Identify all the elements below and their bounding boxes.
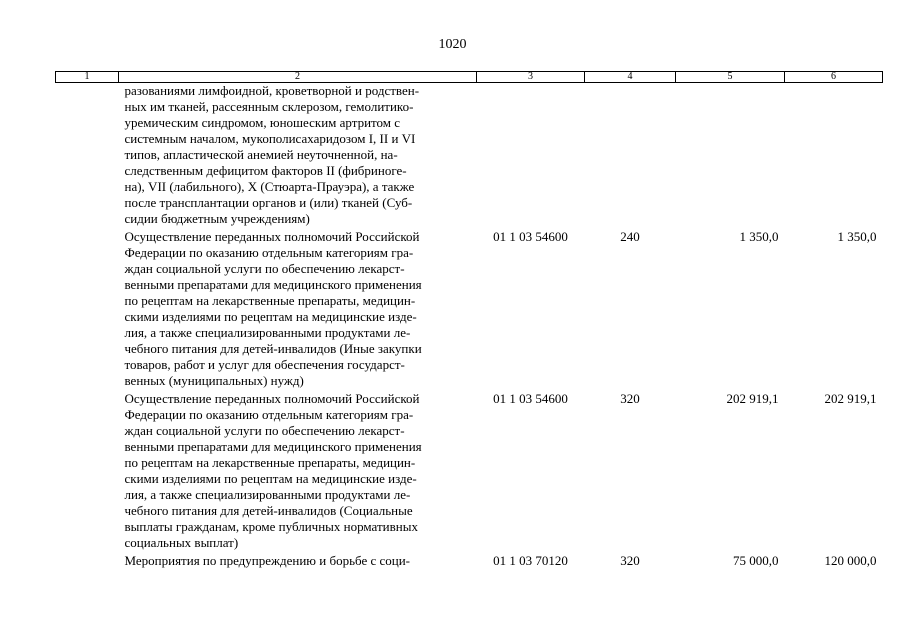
table-row bbox=[56, 83, 883, 230]
description-cell bbox=[119, 553, 477, 571]
expense-type-cell: 320 bbox=[620, 391, 640, 406]
amount-cell-1: 202 919,1 bbox=[726, 391, 779, 406]
amount-cell-2 bbox=[785, 83, 883, 230]
amount-cell-2: 1 350,0 bbox=[837, 229, 877, 244]
description-line: уремическим синдромом, юношеским артритом с bbox=[124, 115, 401, 130]
description-line: ждан социальной услуги по обеспечению лекарст- bbox=[124, 423, 405, 438]
description-cell bbox=[119, 229, 477, 391]
description-cell bbox=[119, 391, 477, 553]
description-line: венных (муниципальных) нужд) bbox=[124, 373, 304, 388]
column-header-1: 1 bbox=[56, 72, 119, 83]
description-cell bbox=[119, 83, 477, 230]
description-line: чебного питания для детей-инвалидов (Социальные bbox=[124, 503, 413, 518]
row-number-cell bbox=[56, 229, 119, 391]
target-code-cell: 01 1 03 70120 bbox=[493, 553, 568, 568]
column-header-5: 5 bbox=[676, 72, 785, 83]
column-header-3: 3 bbox=[477, 72, 585, 83]
description-line: следственным дефицитом факторов II (фибриноге- bbox=[124, 163, 407, 178]
description-line: типов, апластической анемией неуточненной, на- bbox=[124, 147, 398, 162]
amount-cell-1 bbox=[676, 83, 785, 230]
expense-type-cell: 240 bbox=[620, 229, 640, 244]
description-line: товаров, работ и услуг для обеспечения государст- bbox=[124, 357, 405, 372]
description-line: Федерации по оказанию отдельным категориям гра- bbox=[124, 245, 414, 260]
description-line: Осуществление переданных полномочий Российской bbox=[124, 229, 420, 244]
description-line: лия, а также специализированными продуктами ле- bbox=[124, 487, 411, 502]
description-line: по рецептам на лекарственные препараты, медицин- bbox=[124, 455, 416, 470]
target-code-cell bbox=[477, 83, 585, 230]
description-line: по рецептам на лекарственные препараты, медицин- bbox=[124, 293, 416, 308]
amount-cell-2: 202 919,1 bbox=[824, 391, 877, 406]
column-header-2: 2 bbox=[119, 72, 477, 83]
description-line: скими изделиями по рецептам на медицинские изде- bbox=[124, 309, 417, 324]
description-line: после трансплантации органов и (или) тканей (Суб- bbox=[124, 195, 413, 210]
description-line: венными препаратами для медицинского применения bbox=[124, 439, 422, 454]
column-header-6: 6 bbox=[785, 72, 883, 83]
budget-table bbox=[55, 71, 883, 571]
description-line: Мероприятия по предупреждению и борьбе с соци- bbox=[124, 553, 411, 568]
table-row bbox=[56, 553, 883, 571]
page-number: 1020 bbox=[438, 37, 467, 52]
table-row bbox=[56, 229, 883, 391]
amount-cell-1: 1 350,0 bbox=[739, 229, 779, 244]
table-row bbox=[56, 391, 883, 553]
description-line: системным началом, мукополисахаридозом I, II и VI bbox=[124, 131, 416, 146]
description-line: венными препаратами для медицинского применения bbox=[124, 277, 422, 292]
row-number-cell bbox=[56, 83, 119, 230]
description-line: Федерации по оказанию отдельным категориям гра- bbox=[124, 407, 414, 422]
amount-cell-2: 120 000,0 bbox=[824, 553, 877, 568]
description-line: ных им тканей, рассеянным склерозом, гемолитико- bbox=[124, 99, 414, 114]
expense-type-cell: 320 bbox=[620, 553, 640, 568]
description-line: выплаты гражданам, кроме публичных нормативных bbox=[124, 519, 418, 534]
description-line: социальных выплат) bbox=[124, 535, 239, 550]
row-number-cell bbox=[56, 553, 119, 571]
amount-cell-1: 75 000,0 bbox=[733, 553, 779, 568]
column-header-4: 4 bbox=[585, 72, 676, 83]
description-line: Осуществление переданных полномочий Российской bbox=[124, 391, 420, 406]
description-line: сидии бюджетным учреждениям) bbox=[124, 211, 310, 226]
description-line: лия, а также специализированными продуктами ле- bbox=[124, 325, 411, 340]
table-header-row bbox=[56, 72, 883, 83]
target-code-cell: 01 1 03 54600 bbox=[493, 391, 568, 406]
target-code-cell: 01 1 03 54600 bbox=[493, 229, 568, 244]
row-number-cell bbox=[56, 391, 119, 553]
expense-type-cell bbox=[585, 83, 676, 230]
description-line: чебного питания для детей-инвалидов (Иные закупки bbox=[124, 341, 422, 356]
description-line: разованиями лимфоидной, кроветворной и родствен- bbox=[124, 83, 420, 98]
description-line: ждан социальной услуги по обеспечению лекарст- bbox=[124, 261, 405, 276]
description-line: скими изделиями по рецептам на медицинские изде- bbox=[124, 471, 417, 486]
description-line: на), VII (лабильного), X (Стюарта-Прауэра), а также bbox=[124, 179, 415, 194]
